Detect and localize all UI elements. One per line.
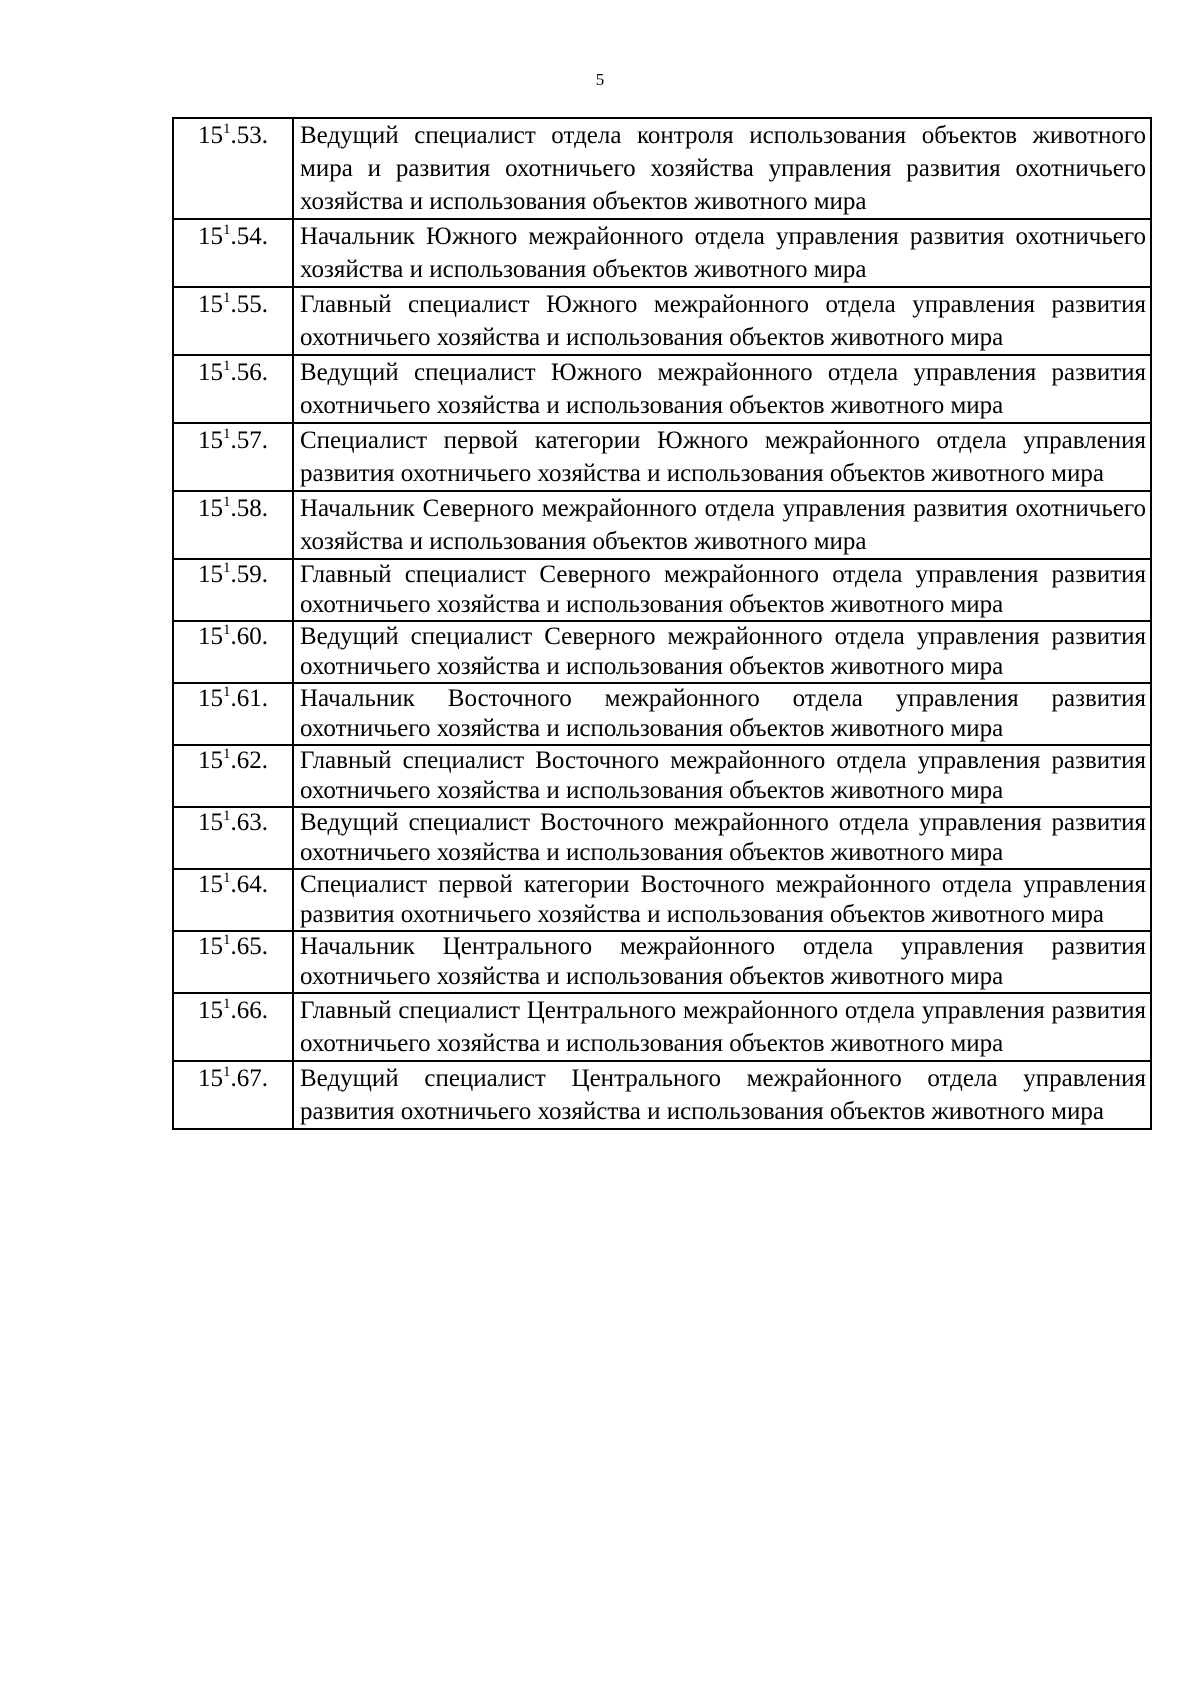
item-number-superscript: 1 [223,807,231,824]
position-title: Главный специалист Центрального межрайонного отдела управления развития охотничьего хозяйства и использования объектов животного мира [293,993,1151,1061]
item-number-superscript: 1 [223,745,231,762]
item-number-superscript: 1 [223,289,231,306]
page-number: 5 [595,70,605,89]
item-number-suffix: .62. [230,747,268,774]
item-number-base: 15 [198,1065,223,1092]
table-row [173,219,1151,287]
item-number-superscript: 1 [223,559,231,576]
position-title: Ведущий специалист Южного межрайонного отдела управления развития охотничьего хозяйства и использования объектов животного мира [293,355,1151,423]
table-row [173,993,1151,1061]
position-title: Начальник Центрального межрайонного отдела управления развития охотничьего хозяйства и использования объектов животного мира [293,931,1151,993]
item-number [173,869,293,931]
position-title: Ведущий специалист Центрального межрайонного отдела управления развития охотничьего хозяйства и использования объектов животного мира [293,1061,1151,1129]
item-number [173,807,293,869]
item-number [173,423,293,491]
item-number [173,355,293,423]
position-title: Главный специалист Восточного межрайонного отдела управления развития охотничьего хозяйства и использования объектов животного мира [293,745,1151,807]
item-number-base: 15 [198,747,223,774]
item-number-superscript: 1 [223,931,231,948]
position-title: Ведущий специалист отдела контроля использования объектов животного мира и развития охотничьего хозяйства управления развития охотничьего хозяйства и использования объектов животного мира [293,118,1151,219]
table-row [173,745,1151,807]
item-number-base: 15 [198,223,223,250]
item-number-superscript: 1 [223,425,231,442]
item-number-base: 15 [198,359,223,386]
item-number-suffix: .58. [230,495,268,522]
table-row [173,355,1151,423]
table-row [173,931,1151,993]
item-number-base: 15 [198,933,223,960]
positions-table [172,117,1152,1130]
item-number [173,993,293,1061]
item-number [173,1061,293,1129]
table-row [173,683,1151,745]
item-number [173,491,293,559]
item-number-suffix: .60. [230,623,268,650]
position-title: Ведущий специалист Северного межрайонного отдела управления развития охотничьего хозяйства и использования объектов животного мира [293,621,1151,683]
position-title: Главный специалист Северного межрайонного отдела управления развития охотничьего хозяйства и использования объектов животного мира [293,559,1151,621]
item-number [173,931,293,993]
item-number-suffix: .61. [230,685,268,712]
item-number-superscript: 1 [223,995,231,1012]
item-number-base: 15 [198,495,223,522]
item-number-superscript: 1 [223,1063,231,1080]
item-number [173,559,293,621]
item-number-superscript: 1 [223,357,231,374]
item-number-suffix: .53. [230,122,268,149]
item-number-suffix: .57. [230,427,268,454]
item-number-base: 15 [198,871,223,898]
table-row [173,559,1151,621]
item-number [173,287,293,355]
table-row [173,869,1151,931]
item-number-suffix: .66. [230,997,268,1024]
position-title: Специалист первой категории Южного межрайонного отдела управления развития охотничьего хозяйства и использования объектов животного мира [293,423,1151,491]
item-number-base: 15 [198,427,223,454]
item-number-superscript: 1 [223,683,231,700]
position-title: Начальник Северного межрайонного отдела управления развития охотничьего хозяйства и использования объектов животного мира [293,491,1151,559]
item-number-base: 15 [198,122,223,149]
table-row [173,621,1151,683]
table-row [173,287,1151,355]
table-row [173,491,1151,559]
position-title: Главный специалист Южного межрайонного отдела управления развития охотничьего хозяйства и использования объектов животного мира [293,287,1151,355]
position-title: Ведущий специалист Восточного межрайонного отдела управления развития охотничьего хозяйства и использования объектов животного мира [293,807,1151,869]
item-number [173,219,293,287]
item-number-superscript: 1 [223,120,231,137]
item-number-superscript: 1 [223,221,231,238]
position-title: Начальник Южного межрайонного отдела управления развития охотничьего хозяйства и использования объектов животного мира [293,219,1151,287]
table-row [173,423,1151,491]
item-number-suffix: .63. [230,809,268,836]
item-number-base: 15 [198,809,223,836]
table-row [173,1061,1151,1129]
item-number-base: 15 [198,561,223,588]
item-number-suffix: .54. [230,223,268,250]
table-row [173,807,1151,869]
position-title: Начальник Восточного межрайонного отдела управления развития охотничьего хозяйства и использования объектов животного мира [293,683,1151,745]
item-number-superscript: 1 [223,621,231,638]
item-number [173,621,293,683]
item-number-base: 15 [198,291,223,318]
item-number-base: 15 [198,997,223,1024]
item-number-suffix: .56. [230,359,268,386]
item-number-suffix: .64. [230,871,268,898]
item-number [173,118,293,219]
item-number-base: 15 [198,685,223,712]
item-number-suffix: .55. [230,291,268,318]
position-title: Специалист первой категории Восточного межрайонного отдела управления развития охотничьего хозяйства и использования объектов животного мира [293,869,1151,931]
item-number-base: 15 [198,623,223,650]
table-row [173,118,1151,219]
item-number [173,745,293,807]
item-number-superscript: 1 [223,493,231,510]
item-number-superscript: 1 [223,869,231,886]
item-number-suffix: .59. [230,561,268,588]
item-number-suffix: .67. [230,1065,268,1092]
item-number-suffix: .65. [230,933,268,960]
item-number [173,683,293,745]
